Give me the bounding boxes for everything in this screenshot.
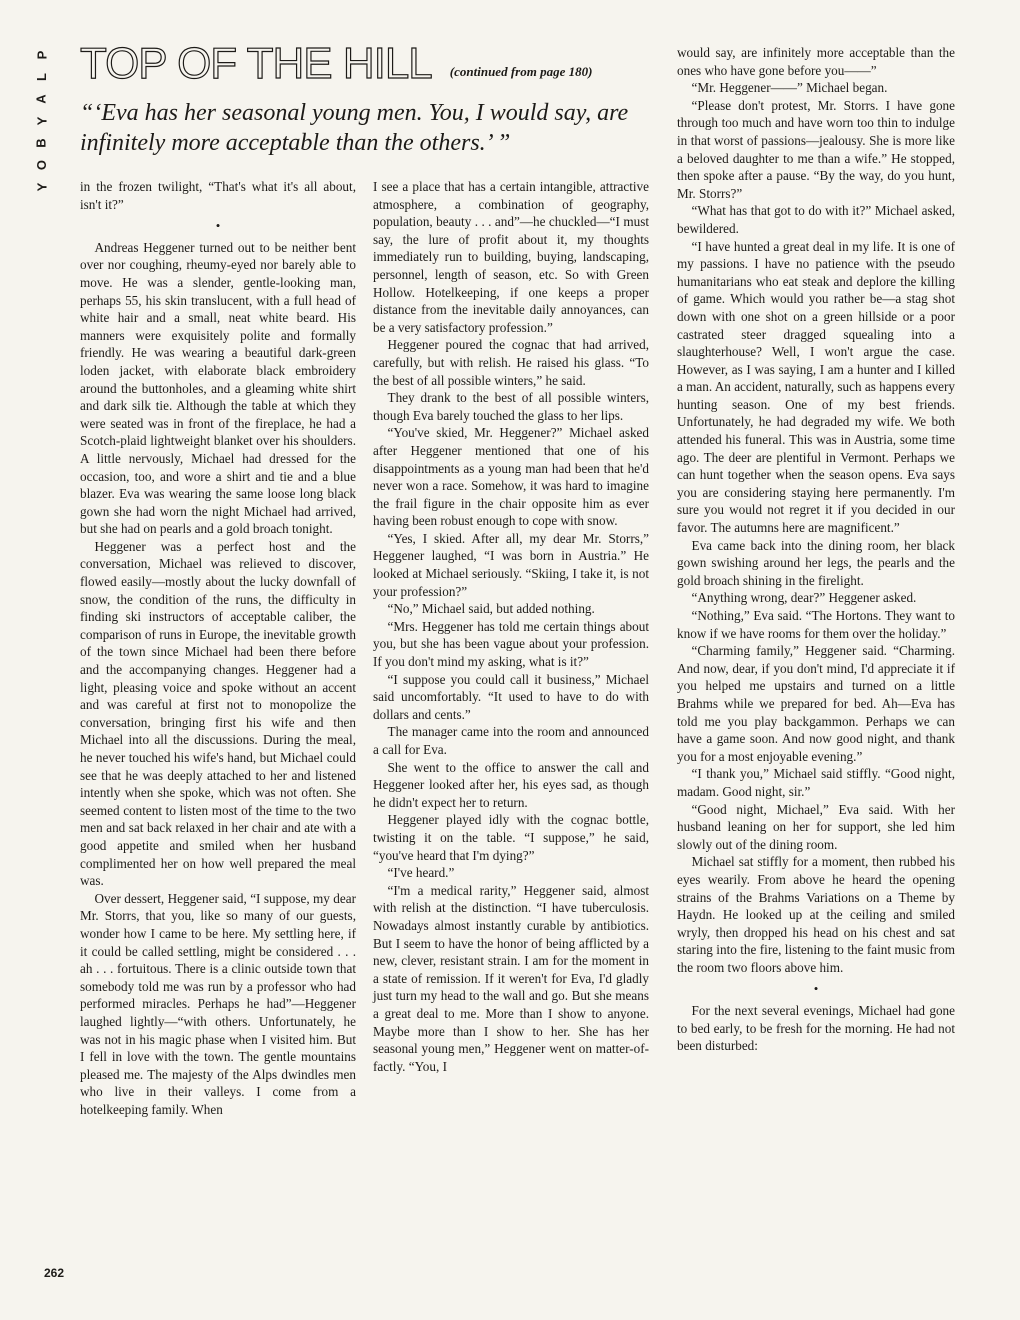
paragraph: “I've heard.” <box>387 865 455 881</box>
paragraph: “Please don't protest, Mr. Storrs. I have gone through too much and have worn too thin to indulge in that worst of passions—jealousy. She is more like a beloved daughter to me than a wife.” He stopped, then spoke after a pause. “By the way, do you hunt, Mr. Storrs?” <box>677 97 955 201</box>
sidebar-letter: P <box>33 50 49 60</box>
paragraph: “Mr. Heggener——” Michael began. <box>691 80 888 96</box>
paragraph: “Mrs. Heggener has told me certain things about you, but she has been vague about your profession. If you don't mind my asking, what is it?” <box>373 618 649 670</box>
paragraph: “I thank you,” Michael said stiffly. “Good night, madam. Good night, sir.” <box>677 766 955 799</box>
sidebar-letter: Y <box>33 116 49 126</box>
sidebar-letter: O <box>34 159 49 171</box>
paragraph: “Good night, Michael,” Eva said. With her husband leaning on her for support, she led him slowly out of the dining room. <box>677 801 955 852</box>
sidebar-letter: A <box>33 94 49 104</box>
sidebar-letter: Y <box>33 182 49 192</box>
paragraph: The manager came into the room and announced a call for Eva. <box>373 724 649 757</box>
paragraph: Andreas Heggener turned out to be neither bent over nor coughing, rheumy-eyed nor barely able to move. He was a slender, gentle-looking man, perhaps 55, his skin translucent, with a full head of white hair and a small, neat white beard. His manners were exquisitely polite and formally friendly. He was wearing a beautiful dark-green loden jacket, with elaborate black embroidery around the buttonholes, and a gleaming white shirt and dark silk tie. Although the table at which they were seated was in front of the fireplace, he had a Scotch-plaid lightweight blanket over his shoulders. A little nervously, Michael had dressed for the occasion, too, and wore a shirt and tie and a blue blazer. Eva was wearing the same loose long black gown she had worn the night Michael had arrived, but she had on pearls and a gold broach tonight. <box>80 239 356 537</box>
paragraph: “Yes, I skied. After all, my dear Mr. Storrs,” Heggener laughed, “I was born in Austria.” He looked at Michael seriously. “Skiing, I take it, is not your profession?” <box>373 530 649 599</box>
paragraph: “No,” Michael said, but added nothing. <box>387 601 595 617</box>
paragraph: Over dessert, Heggener said, “I suppose, my dear Mr. Storrs, that you, like so many of our guests, wonder how I came to be here. My settling here, if it could be called settling, might be considered . . . ah . . . fortuitous. There is a clinic outside town that somebody told me was run by a professor who had performed miracles. Perhaps he had”—Heggener laughed lightly—“with others. Unfortunately, he was not in his magic phase when I visited him. But I fell in love with the town. The gentle mountains pleased me. The majesty of the Alps dwindles men who live in their valleys. I come from a hotelkeeping family. When <box>80 890 356 1117</box>
section-break-bullet: • <box>813 981 819 997</box>
paragraph: Michael sat stiffly for a moment, then rubbed his eyes wearily. From above he heard the opening strains of the Brahms Variations on a Theme by Haydn. He looked up at the ceiling and smiled wryly, then dropped his head on his chest and sat staring into the fire, listening to the faint music from the room two floors above him. <box>677 854 955 975</box>
paragraph: “What has that got to do with it?” Michael asked, bewildered. <box>677 203 955 236</box>
paragraph: She went to the office to answer the call and Heggener looked after her, his eyes sad, as though he didn't expect her to return. <box>373 759 649 810</box>
paragraph: Eva came back into the dining room, her black gown swishing around her legs, the pearls and the gold broach shining in the firelight. <box>677 537 955 588</box>
paragraph: “I suppose you could call it business,” Michael said uncomfortably. “It used to have to do with dollars and cents.” <box>373 671 649 722</box>
paragraph: Heggener poured the cognac that had arrived, carefully, but with relish. He raised his glass. “To the best of all possible winters,” he said. <box>373 337 649 388</box>
page-number: 262 <box>44 1266 65 1280</box>
paragraph: “You've skied, Mr. Heggener?” Michael asked after Heggener mentioned that one of his disappointments as a young man had been that he'd never won a race. Somehow, it was hard to imagine the frail figure in the chair opposite him as ever having been robust enough to cope with snow. <box>373 425 649 529</box>
paragraph: Heggener played idly with the cognac bottle, twisting it on the table. “I suppose,” he said, “you've heard that I'm dying?” <box>373 812 649 863</box>
text-column-1 <box>80 178 356 1118</box>
section-break-bullet: • <box>215 218 221 234</box>
paragraph: would say, are infinitely more acceptable than the ones who have gone before you——” <box>677 45 955 78</box>
paragraph: “Anything wrong, dear?” Heggener asked. <box>691 590 917 606</box>
paragraph: For the next several evenings, Michael had gone to bed early, to be fresh for the morning. He had not been disturbed: <box>677 1003 955 1054</box>
paragraph: “I'm a medical rarity,” Heggener said, almost with relish at the distinction. “I have tuberculosis. Nowadays almost instantly curable by antibiotics. But I seem to have the honor of being afflicted by a new, clever, resistant strain. I am for the moment in a state of remission. If it weren't for Eva, I'd gladly just turn my head to the wall and go. But she means a great deal to me. More than I show to anyone. Maybe more than I show to her. She has her seasonal young men,” Heggener went on matter-of-factly. “You, I <box>373 882 649 1074</box>
text-column-3 <box>677 44 955 1055</box>
article-header <box>80 40 660 86</box>
text-column-2 <box>373 178 649 1075</box>
magazine-sidebar <box>30 44 54 198</box>
paragraph: “Nothing,” Eva said. “The Hortons. They want to know if we have rooms for them over the holiday.” <box>677 608 955 641</box>
article-title: TOP OF THE HILL <box>80 39 432 88</box>
sidebar-letter: B <box>33 138 49 148</box>
paragraph: Heggener was a perfect host and the conversation, Michael was relieved to discover, flowed easily—mostly about the lucky downfall of snow, the condition of the runs, the difficulty in finding ski instructors of acceptable caliber, the comparison of runs in Europe, the inevitable growth of the town since Michael had been there before and the accompanying changes. Heggener had a light, pleasing voice and spoke without an accent and was careful at first not to monopolize the conversation, bringing first his wife and then Michael into all the discussions. During the meal, he never touched his wife's hand, but Michael could see that he was deeply attached to her and listened intently when she spoke, which was not often. She seemed content to listen most of the time to the two men and sat back relaxed in her chair and ate with a good appetite and smiled when her husband complimented her on how well prepared the meal was. <box>80 538 356 889</box>
paragraph: I see a place that has a certain intangible, attractive atmosphere, a combination of geography, population, beauty . . . and”—he chuckled—“I must say, the lure of profit about it, my thoughts immediately run to building, buying, landscaping, personnel, length of season, etc. So with Green Hollow. Hotelkeeping, if one keeps a proper distance from the inevitable daily annoyances, can be a very satisfactory profession.” <box>373 179 649 335</box>
paragraph: “Charming family,” Heggener said. “Charming. And now, dear, if you don't mind, I'd appreciate it if you helped me upstairs and turned on a little Brahms while we prepared for bed. Ah—Eva has told me you play backgammon. Perhaps we can have a game soon. And now good night, and thank you for a most enjoyable evening.” <box>677 643 955 764</box>
sidebar-letter: L <box>33 73 49 81</box>
paragraph: in the frozen twilight, “That's what it's all about, isn't it?” <box>80 179 356 212</box>
continued-note: (continued from page 180) <box>449 64 593 79</box>
paragraph: They drank to the best of all possible winters, though Eva barely touched the glass to her lips. <box>373 390 649 423</box>
pull-quote: “‘Eva has her seasonal young men. You, I would say, are infinitely more acceptable than the others.’ ” <box>80 100 629 156</box>
paragraph: “I have hunted a great deal in my life. It is one of my passions. I have no patience with the pseudo humanitarians who eat steak and deplore the killing of game. Which would you rather be—a stag shot down with one shot on a green hillside or a poor castrated steer dragged squealing into a slaughterhouse? Well, I won't argue the case. However, as I was saying, I am a hunter and I killed a man. An accident, naturally, such as happens every hunting season. One of my best friends. Unfortunately, he had degraded my wife. We both attended his funeral. This was in Austria, some time ago. The deer are plentiful in Vermont. Perhaps we can hunt together when the season opens. Eva says you are considering staying here permanently. I'm sure you would not regret it if you decided in our favor. The autumns here are magnificent.” <box>677 238 955 536</box>
